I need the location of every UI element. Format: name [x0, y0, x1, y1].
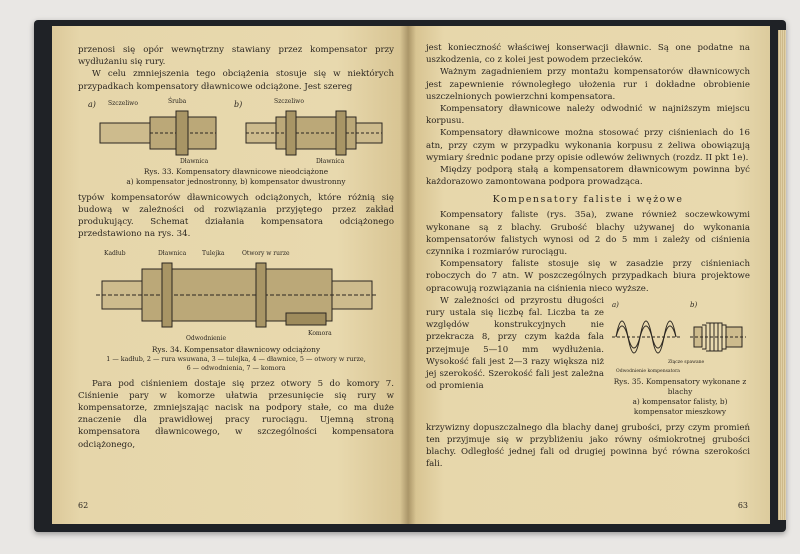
fig33-szczeliwo-a: Szczeliwo [108, 99, 138, 107]
left-para-2: W celu zmniejszenia tego obciążenia stosuje się w niektórych przypadkach kompensatory dławnicowe odciążone. Jest szereg [78, 69, 394, 92]
fig34-komora: Komora [308, 329, 332, 337]
fig33-caption-line2: a) kompensator jednostronny, b) kompensator dwustronny [126, 176, 346, 186]
left-para-1: przenosi się opór wewnętrzny stawiany przez kompensator przy wydłużaniu się rury. [78, 45, 394, 68]
left-page [52, 26, 408, 524]
right-para-9: krzywizny dopuszczalnego dla blachy danej grubości, przy czym promień ten przyjmuje się w przybliżeniu jako równy ośmiokrotnej grubości blachy. Odległość jednej fali od drugiej powinna być równa szerokości fali. [426, 422, 750, 470]
fig33-label-b: b) [234, 99, 243, 109]
fig33-caption-line1: Rys. 33. Kompensatory dławnicowe nieodciążone [143, 166, 329, 176]
right-page-number: 63 [737, 501, 748, 510]
fig35-label-b: b) [690, 300, 698, 309]
fig34-caption-line1: Rys. 34. Kompensator dławnicowy odciążony [151, 344, 321, 354]
figure-34 [86, 243, 386, 343]
fig35-label-a: a) [612, 300, 619, 309]
fig33-sruba: Śruba [168, 97, 187, 105]
right-para-8: W zależności od przyrostu długości rury ustala się liczbę fal. Liczba ta ze względów konstrukcyjnych nie przekracza 8, przy czym każda fala przejmuje 5—10 mm wydłużenia. Wysokość fali jest 2—3 razy większa niż jej szerokość. Szerokość fali jest zależna od promienia [426, 295, 604, 392]
fig35-caption-line2: a) kompensator falisty, b) kompensator mieszkowy [632, 396, 728, 416]
right-para-6: Kompensatory faliste (rys. 35a), zwane również soczewkowymi wykonane są z blachy. Grubość blachy używanej do wykonania kompensatorów falistych wynosi od 2 do 5 mm i zależy od ciśnienia czynnika i rozmiarów rurociągu. [426, 210, 750, 258]
right-para-2: Ważnym zagadnieniem przy montażu kompensatorów dławnicowych jest zapewnienie równoległego ułożenia rur i dokładne obrobienie uszczelnionych powierzchni kompensatora. [426, 67, 750, 102]
page-edges [778, 30, 786, 520]
text-with-figure [426, 295, 750, 422]
right-para-3: Kompensatory dławnicowe należy odwodnić w najniższym miejscu korpusu. [426, 104, 750, 127]
fig34-caption-line3: 6 — odwodnienia, 7 — komora [186, 363, 286, 372]
right-para-5: Między podporą stałą a kompensatorem dławnicowym powinna być każdorazowo zamontowana podpora prowadząca. [426, 165, 750, 188]
figure-35 [610, 297, 750, 375]
right-page [408, 26, 770, 524]
fig33-szczeliwo-b: Szczeliwo [274, 97, 304, 105]
left-page-number: 62 [78, 501, 89, 510]
right-para-7: Kompensatory faliste stosuje się w zasadzie przy ciśnieniach roboczych do 7 atn. W poszczególnych przypadkach biura projektowe opracowują rozwiązania na ciśnienia nieco wyższe. [426, 259, 750, 294]
right-para-4: Kompensatory dławnicowe można stosować przy ciśnieniach do 16 atn, przy czym w przypadku wykonania korpusu z żeliwa obowiązują wymiary średnic podane przy opisie odlewów żeliwnych (rozdz. II pkt 1e). [426, 128, 750, 163]
left-para-4: Para pod ciśnieniem dostaje się przez otwory 5 do komory 7. Ciśnienie pary w komorze ułatwia przesunięcie się rury w kompensatorze, zmniejszając nacisk na podpory stałe, co ma duże znaczenie dla prawidłowej pracy rurociągu. Ujemną stroną kompensatora dławnicowego, w szczególności kompensatora odciążonego, [78, 378, 394, 450]
fig34-caption-line2: 1 — kadłub, 2 — rura wsuwana, 3 — tulejka, 4 — dławnice, 5 — otwory w rurze, [106, 354, 366, 363]
book-spine [400, 26, 416, 524]
section-heading: Kompensatory faliste i wężowe [492, 194, 684, 206]
left-para-3: typów kompensatorów dławnicowych odciążonych, które różnią się budową w zależności od rozwiązania przyjętego przez zakład produkujący. Schemat działania kompensatora odciążonego przedstawiono na rys. 34. [78, 192, 394, 240]
fig33-dlawnica-b: Dławnica [316, 157, 345, 165]
fig35-zlacze: Złącze spawane [668, 359, 705, 365]
fig34-dlawnica: Dławnica [158, 249, 187, 257]
right-para-1: jest konieczność właściwej konserwacji dławnic. Są one podatne na uszkodzenia, co z kolei jest powodem przecieków. [426, 43, 750, 66]
fig33-dlawnica-a: Dławnica [180, 157, 209, 165]
fig34-tulejka: Tulejka [202, 249, 225, 257]
fig35-odwodnienie: Odwodnienie kompensatora [616, 368, 680, 374]
fig34-kadlub: Kadłub [104, 249, 126, 257]
fig33-caption [78, 167, 394, 187]
fig35-caption-line1: Rys. 35. Kompensatory wykonane z blachy [613, 376, 747, 396]
fig34-caption [78, 345, 394, 373]
fig33-label-a: a) [88, 99, 96, 109]
fig34-odwodnienie: Odwodnienie [186, 334, 227, 342]
fig34-otwory: Otwory w rurze [242, 249, 290, 257]
fig35-caption [610, 377, 750, 417]
figure-33 [86, 95, 386, 165]
